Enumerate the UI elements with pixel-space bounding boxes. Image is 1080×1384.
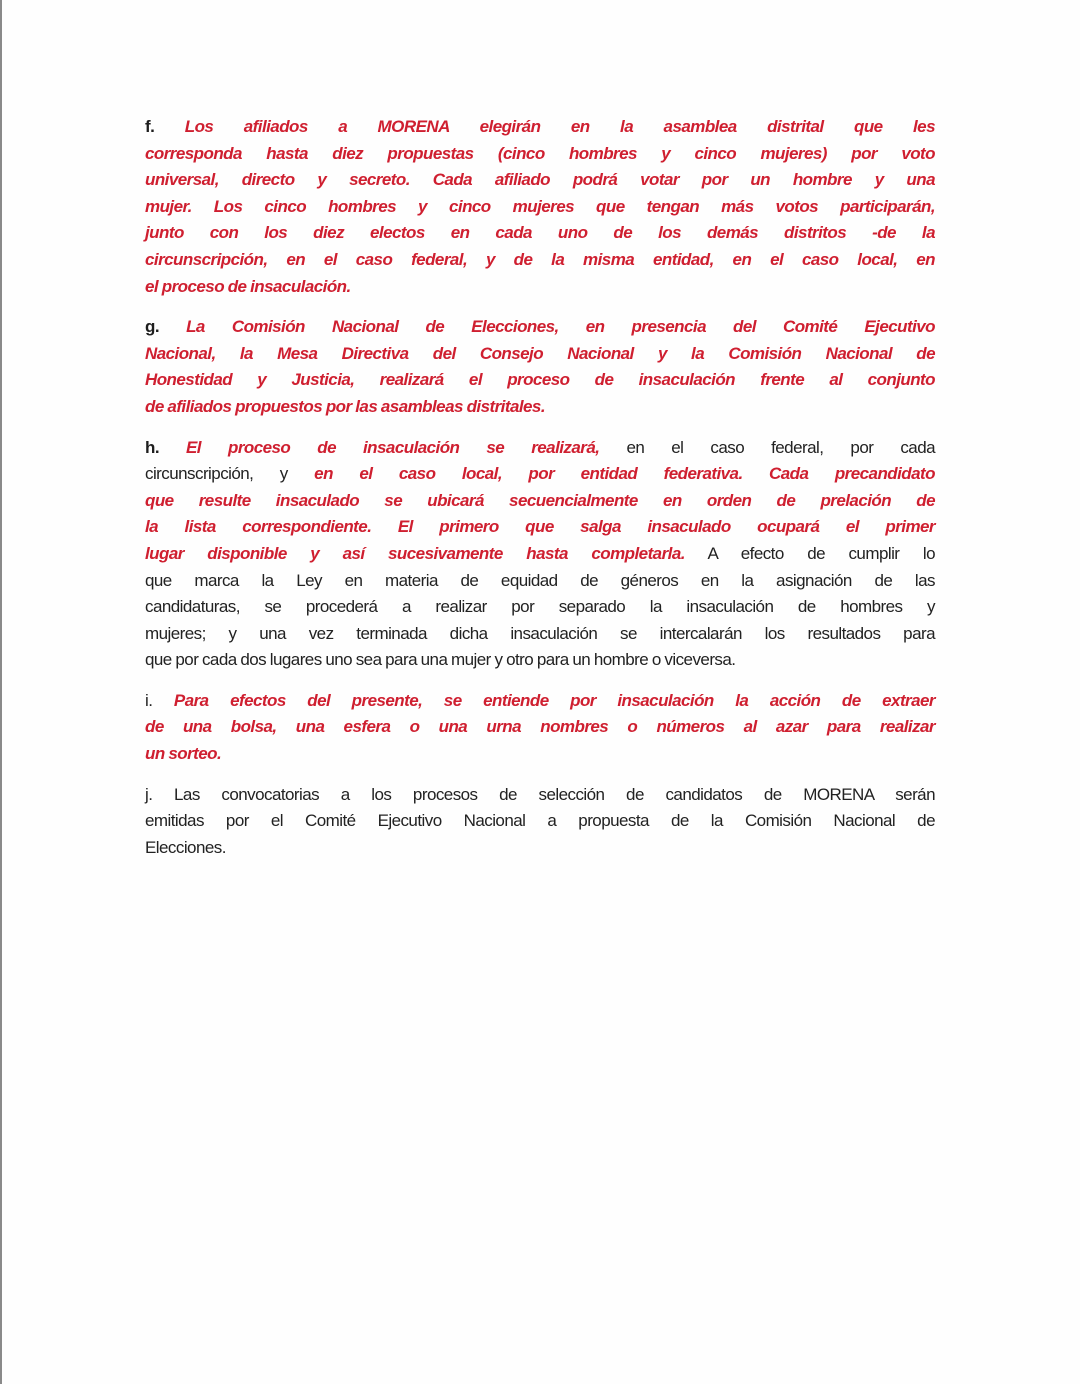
text-segment: de afiliados propuestos por las asambleas distritales. — [145, 396, 546, 416]
text-line — [145, 808, 935, 835]
text-segment: de una bolsa, una esfera o una urna nombres o números al azar para realizar — [145, 717, 935, 737]
text-segment: Nacional, la Mesa Directiva del Consejo Nacional y la Comisión Nacional de — [145, 343, 935, 363]
paragraph-i — [145, 688, 935, 768]
text-segment: Honestidad y Justicia, realizará el proceso de insaculación frente al conjunto — [145, 370, 935, 390]
text-segment: mujer. Los cinco hombres y cinco mujeres que tengan más votos participarán, — [145, 196, 935, 216]
text-line — [145, 688, 935, 715]
page-edge — [0, 0, 2, 1384]
text-line — [145, 782, 935, 809]
text-segment: la lista correspondiente. El primero que salga insaculado ocupará el primer — [145, 517, 935, 537]
text-line — [145, 488, 935, 515]
text-line — [145, 314, 935, 341]
text-line — [145, 741, 935, 768]
paragraph-j — [145, 782, 935, 862]
text-segment: en el caso local, por entidad federativa. Cada precandidato — [314, 464, 935, 484]
text-segment: mujeres; y una vez terminada dicha insaculación se intercalarán los resultados para — [145, 623, 935, 643]
text-line — [145, 835, 935, 862]
text-line — [145, 714, 935, 741]
text-segment: corresponda hasta diez propuestas (cinco hombres y cinco mujeres) por voto — [145, 143, 935, 163]
paragraph-f — [145, 114, 935, 300]
item-label: g. — [145, 317, 187, 337]
text-segment: emitidas por el Comité Ejecutivo Nacional a propuesta de la Comisión Nacional de — [145, 811, 935, 831]
text-segment: universal, directo y secreto. Cada afiliado podrá votar por un hombre y una — [145, 170, 935, 190]
text-line — [145, 394, 935, 421]
text-line — [145, 114, 935, 141]
text-segment: circunscripción, en el caso federal, y de la misma entidad, en el caso local, en — [145, 249, 935, 269]
text-line — [145, 367, 935, 394]
text-line — [145, 435, 935, 462]
text-line — [145, 621, 935, 648]
text-line — [145, 220, 935, 247]
text-segment: el proceso de insaculación. — [145, 276, 351, 296]
text-segment: que por cada dos lugares uno sea para una mujer y otro para un hombre o viceversa. — [145, 650, 736, 670]
text-line — [145, 568, 935, 595]
text-segment: Elecciones. — [145, 837, 226, 857]
item-label: h. — [145, 437, 187, 457]
text-segment: circunscripción, y — [145, 464, 315, 484]
paragraph-h — [145, 435, 935, 674]
text-segment: lugar disponible y así sucesivamente hasta completarla. — [145, 543, 685, 563]
text-line — [145, 514, 935, 541]
text-segment: candidaturas, se procederá a realizar por separado la insaculación de hombres y — [145, 597, 935, 617]
text-line — [145, 167, 935, 194]
text-segment: que marca la Ley en materia de equidad de géneros en la asignación de las — [145, 570, 935, 590]
text-line — [145, 594, 935, 621]
text-segment: A efecto de cumplir lo — [684, 543, 936, 563]
text-segment: Los afiliados a MORENA elegirán en la asamblea distrital que les — [184, 117, 935, 136]
text-segment: i. — [145, 690, 174, 710]
text-segment: j. Las convocatorias a los procesos de selección de candidatos de MORENA serán — [145, 784, 935, 804]
text-segment: que resulte insaculado se ubicará secuencialmente en orden de prelación de — [145, 490, 935, 510]
text-line — [145, 274, 935, 301]
item-label: f. — [145, 117, 185, 136]
text-segment: El proceso de insaculación se realizará, — [186, 437, 600, 457]
paragraph-g — [145, 314, 935, 420]
text-line — [145, 341, 935, 368]
text-line — [145, 194, 935, 221]
text-line — [145, 461, 935, 488]
text-line — [145, 247, 935, 274]
text-line — [145, 541, 935, 568]
text-segment: Para efectos del presente, se entiende por insaculación la acción de extraer — [173, 690, 935, 710]
text-segment: un sorteo. — [145, 744, 222, 764]
document-page — [145, 114, 935, 875]
text-line — [145, 141, 935, 168]
text-segment: en el caso federal, por cada — [599, 437, 935, 457]
text-segment: La Comisión Nacional de Elecciones, en presencia del Comité Ejecutivo — [186, 317, 935, 337]
text-line — [145, 647, 935, 674]
text-segment: junto con los diez electos en cada uno de los demás distritos -de la — [145, 223, 935, 243]
